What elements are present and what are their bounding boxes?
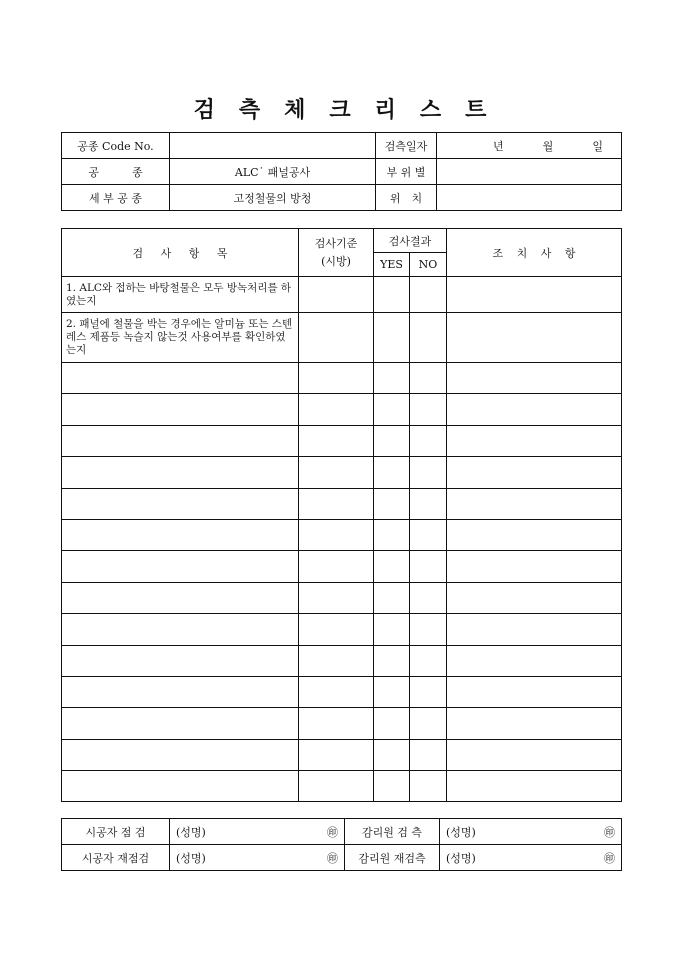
location-label: 위 치 [376, 185, 437, 211]
action-cell[interactable] [447, 739, 622, 770]
location-value[interactable] [437, 185, 622, 211]
item-cell[interactable] [62, 457, 299, 488]
action-cell[interactable] [447, 708, 622, 739]
no-cell[interactable] [410, 488, 447, 519]
table-row [62, 614, 622, 645]
yes-cell[interactable] [374, 771, 410, 802]
item-cell[interactable] [62, 488, 299, 519]
col-action-header: 조 치 사 항 [447, 229, 622, 277]
no-cell[interactable] [410, 363, 447, 394]
col-standard-header: 검사기준 (시방) [299, 229, 374, 277]
standard-cell[interactable] [299, 277, 374, 313]
info-table [61, 132, 622, 211]
date-label: 검측일자 [376, 133, 437, 159]
action-cell[interactable] [447, 676, 622, 707]
item-cell[interactable] [62, 771, 299, 802]
standard-cell[interactable] [299, 582, 374, 613]
standard-cell[interactable] [299, 394, 374, 425]
standard-cell[interactable] [299, 739, 374, 770]
action-cell[interactable] [447, 645, 622, 676]
code-value[interactable] [170, 133, 376, 159]
year-label: 년 [493, 139, 504, 153]
standard-cell[interactable] [299, 425, 374, 456]
supervisor-recheck-sign[interactable] [440, 845, 622, 871]
contractor-check-sign[interactable] [170, 819, 345, 845]
contractor-recheck-sign[interactable] [170, 845, 345, 871]
table-row [62, 277, 622, 313]
standard-cell[interactable] [299, 488, 374, 519]
col-yes-header: YES [374, 253, 410, 277]
table-row [62, 363, 622, 394]
name-label: (성명) [176, 825, 206, 839]
work-value[interactable]: ALC˙ 패널공사 [170, 159, 376, 185]
detail-value[interactable]: 고정철물의 방청 [170, 185, 376, 211]
seal-mark: ㊞ [327, 851, 338, 865]
standard-cell[interactable] [299, 676, 374, 707]
yes-cell[interactable] [374, 645, 410, 676]
item-cell[interactable] [62, 676, 299, 707]
yes-cell[interactable] [374, 363, 410, 394]
table-row [62, 457, 622, 488]
supervisor-check-label: 감리원 검 측 [345, 819, 440, 845]
seal-mark: ㊞ [604, 825, 615, 839]
standard-cell[interactable] [299, 519, 374, 550]
yes-cell[interactable] [374, 457, 410, 488]
col-no-header: NO [410, 253, 447, 277]
title-char: 검 [193, 97, 215, 123]
name-label: (성명) [446, 825, 476, 839]
table-row [62, 394, 622, 425]
day-label: 일 [592, 139, 603, 153]
table-row [62, 488, 622, 519]
title-char: 스 [419, 97, 442, 123]
no-cell[interactable] [410, 676, 447, 707]
col-item-header: 검 사 항 목 [62, 229, 299, 277]
seal-mark: ㊞ [327, 825, 338, 839]
table-row [62, 708, 622, 739]
supervisor-check-sign[interactable] [440, 819, 622, 845]
yes-cell[interactable] [374, 488, 410, 519]
title-char: 측 [238, 97, 261, 123]
yes-cell[interactable] [374, 614, 410, 645]
yes-cell[interactable] [374, 676, 410, 707]
action-cell[interactable] [447, 277, 622, 313]
standard-cell[interactable] [299, 551, 374, 582]
no-cell[interactable] [410, 739, 447, 770]
contractor-check-label: 시공자 점 검 [62, 819, 170, 845]
no-cell[interactable] [410, 708, 447, 739]
no-cell[interactable] [410, 645, 447, 676]
document-title [0, 93, 680, 124]
table-row [62, 425, 622, 456]
no-cell[interactable] [410, 519, 447, 550]
no-cell[interactable] [410, 614, 447, 645]
action-cell[interactable] [447, 551, 622, 582]
part-label: 부 위 별 [376, 159, 437, 185]
standard-cell[interactable] [299, 457, 374, 488]
col-result-header: 검사결과 [374, 229, 447, 253]
table-row [62, 551, 622, 582]
action-cell[interactable] [447, 363, 622, 394]
table-row [62, 582, 622, 613]
signature-table [61, 818, 622, 871]
check-item-1: 1. ALC와 접하는 바탕철물은 모두 방녹처리를 하였는지 [62, 277, 299, 313]
detail-label: 세 부 공 종 [62, 185, 170, 211]
table-row [62, 313, 622, 363]
yes-cell[interactable] [374, 394, 410, 425]
yes-cell[interactable] [374, 739, 410, 770]
item-cell[interactable] [62, 363, 299, 394]
standard-cell[interactable] [299, 363, 374, 394]
item-cell[interactable] [62, 708, 299, 739]
title-char: 체 [284, 97, 306, 123]
action-cell[interactable] [447, 457, 622, 488]
standard-cell[interactable] [299, 313, 374, 363]
table-row [62, 676, 622, 707]
yes-cell[interactable] [374, 551, 410, 582]
action-cell[interactable] [447, 582, 622, 613]
action-cell[interactable] [447, 614, 622, 645]
yes-cell[interactable] [374, 277, 410, 313]
no-cell[interactable] [410, 394, 447, 425]
seal-mark: ㊞ [604, 851, 615, 865]
table-row [62, 771, 622, 802]
no-cell[interactable] [410, 771, 447, 802]
yes-cell[interactable] [374, 425, 410, 456]
standard-cell[interactable] [299, 614, 374, 645]
name-label: (성명) [446, 851, 476, 865]
code-label: 공종 Code No. [62, 133, 170, 159]
yes-cell[interactable] [374, 582, 410, 613]
no-cell[interactable] [410, 457, 447, 488]
check-item-2: 2. 패널에 철물을 박는 경우에는 알미늄 또는 스텐레스 제품등 녹슬지 않는것 사용여부를 확인하였는지 [62, 313, 299, 363]
title-char: 트 [465, 97, 487, 123]
item-cell[interactable] [62, 519, 299, 550]
action-cell[interactable] [447, 313, 622, 363]
title-char: 크 [329, 97, 351, 123]
title-char: 리 [374, 97, 396, 123]
work-label: 공 종 [62, 159, 170, 185]
checklist-table [61, 228, 622, 802]
table-row [62, 519, 622, 550]
date-value[interactable] [437, 133, 622, 159]
item-cell[interactable] [62, 394, 299, 425]
item-cell[interactable] [62, 425, 299, 456]
table-row [62, 645, 622, 676]
action-cell[interactable] [447, 394, 622, 425]
name-label: (성명) [176, 851, 206, 865]
action-cell[interactable] [447, 425, 622, 456]
item-cell[interactable] [62, 739, 299, 770]
action-cell[interactable] [447, 771, 622, 802]
standard-cell[interactable] [299, 771, 374, 802]
contractor-recheck-label: 시공자 재점검 [62, 845, 170, 871]
supervisor-recheck-label: 감리원 재검측 [345, 845, 440, 871]
no-cell[interactable] [410, 313, 447, 363]
month-label: 월 [542, 139, 554, 153]
part-value[interactable] [437, 159, 622, 185]
item-cell[interactable] [62, 551, 299, 582]
action-cell[interactable] [447, 488, 622, 519]
yes-cell[interactable] [374, 708, 410, 739]
standard-cell[interactable] [299, 708, 374, 739]
yes-cell[interactable] [374, 313, 410, 363]
yes-cell[interactable] [374, 519, 410, 550]
item-cell[interactable] [62, 582, 299, 613]
no-cell[interactable] [410, 277, 447, 313]
no-cell[interactable] [410, 582, 447, 613]
table-row [62, 739, 622, 770]
no-cell[interactable] [410, 425, 447, 456]
item-cell[interactable] [62, 645, 299, 676]
no-cell[interactable] [410, 551, 447, 582]
item-cell[interactable] [62, 614, 299, 645]
action-cell[interactable] [447, 519, 622, 550]
standard-cell[interactable] [299, 645, 374, 676]
